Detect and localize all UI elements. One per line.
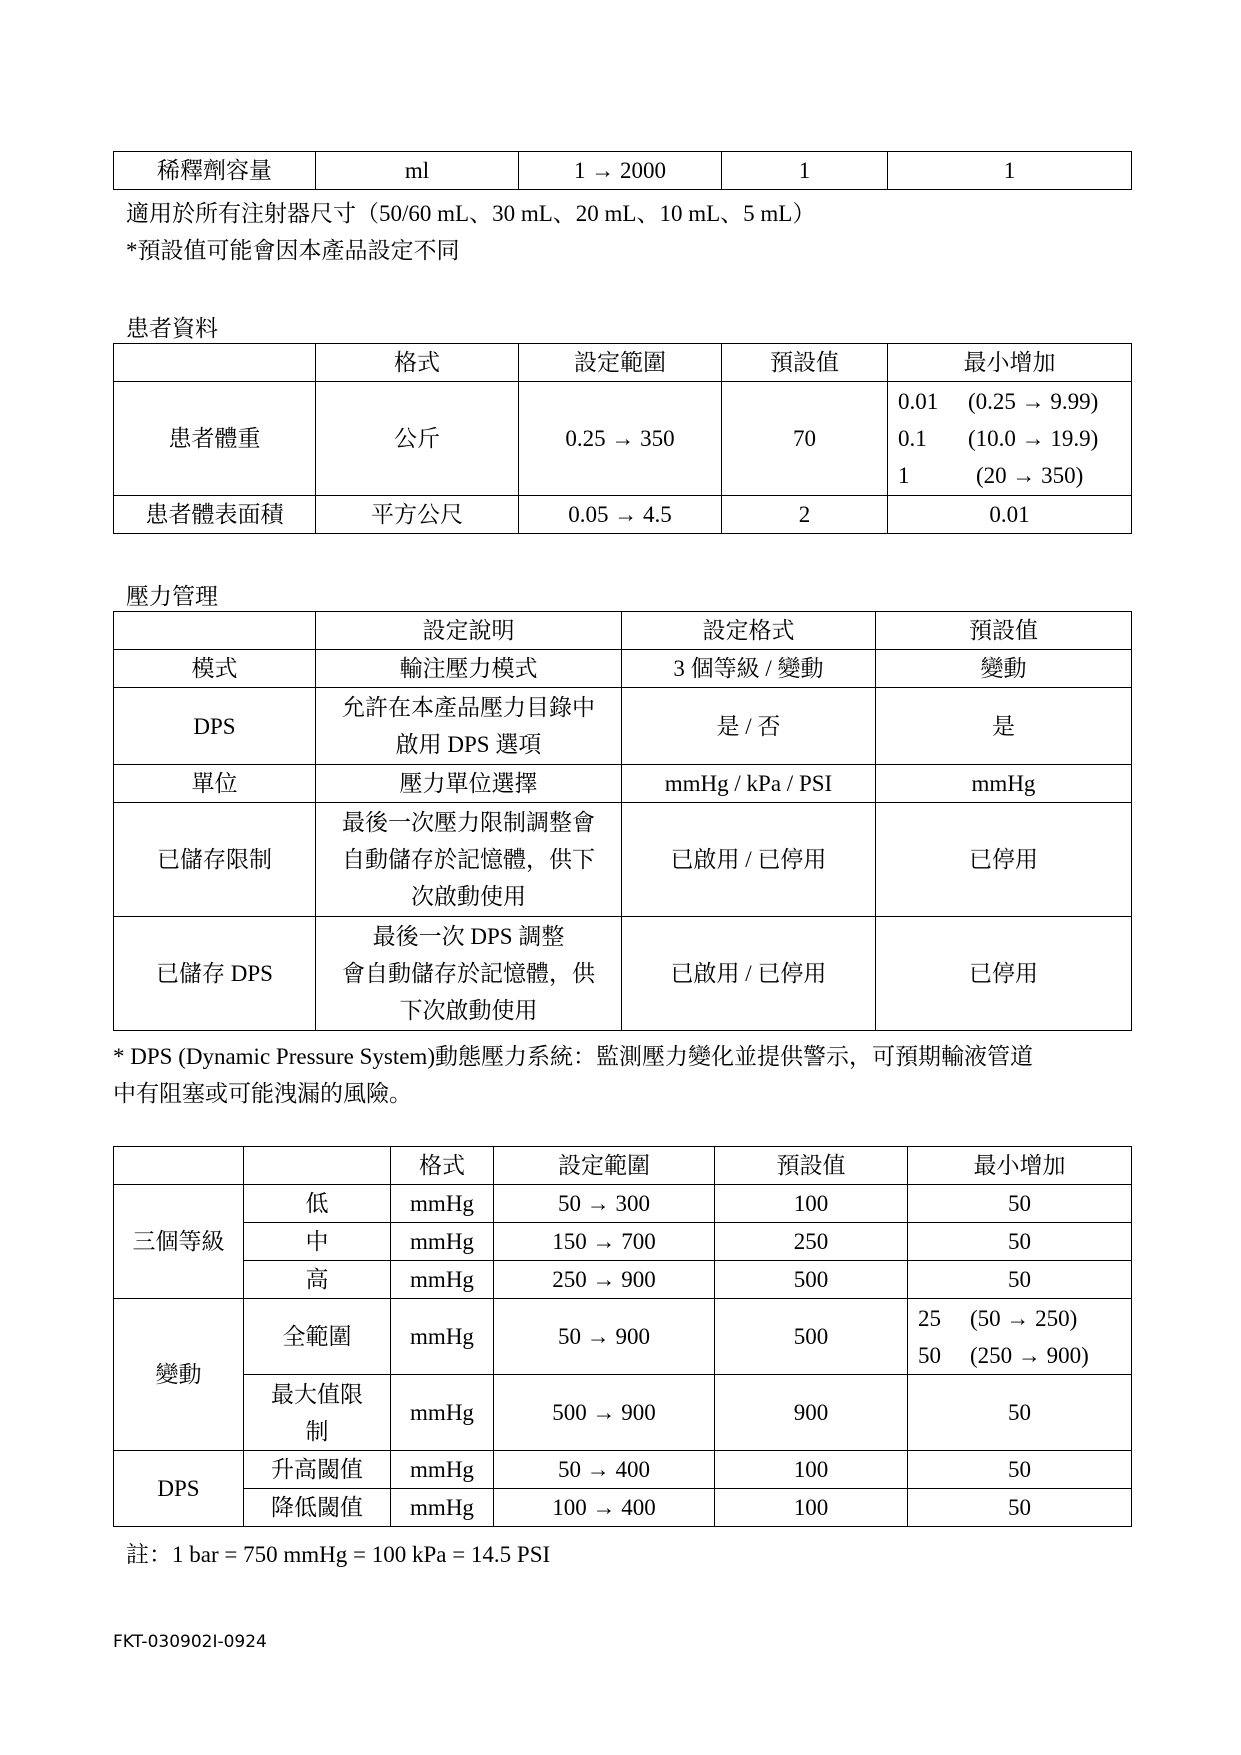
level-increment: 50 xyxy=(908,1489,1132,1527)
setting-desc: 允許在本產品壓力目錄中 啟用 DPS 選項 xyxy=(316,688,622,765)
level-unit: mmHg xyxy=(391,1375,494,1451)
header-cell: 最小增加 xyxy=(888,344,1132,382)
level-unit: mmHg xyxy=(391,1451,494,1489)
level-range: 50 → 300 xyxy=(494,1185,715,1223)
table-row xyxy=(114,1451,1132,1489)
setting-name: 已儲存 DPS xyxy=(114,917,316,1031)
bsa-default: 2 xyxy=(722,496,888,534)
setting-format: mmHg / kPa / PSI xyxy=(622,765,876,803)
level-unit: mmHg xyxy=(391,1261,494,1299)
level-name: 中 xyxy=(244,1223,391,1261)
header-cell: 格式 xyxy=(391,1147,494,1185)
weight-increments: 0.01 (0.25 → 9.99) 0.1 (10.0 → 19.9) 1 (20 → 350) xyxy=(888,382,1132,496)
level-unit: mmHg xyxy=(391,1489,494,1527)
diluent-volume-table xyxy=(113,151,1132,190)
setting-desc: 輸注壓力模式 xyxy=(316,650,622,688)
setting-format: 已啟用 / 已停用 xyxy=(622,917,876,1031)
setting-format: 已啟用 / 已停用 xyxy=(622,803,876,917)
level-increment: 50 xyxy=(908,1261,1132,1299)
header-cell: 預設值 xyxy=(876,612,1132,650)
level-increment: 50 xyxy=(908,1451,1132,1489)
weight-default: 70 xyxy=(722,382,888,496)
table-row xyxy=(114,765,1132,803)
level-name: 高 xyxy=(244,1261,391,1299)
setting-default: 是 xyxy=(876,688,1132,765)
table-row xyxy=(114,1299,1132,1375)
param-default: 1 xyxy=(722,152,888,190)
header-cell: 最小增加 xyxy=(908,1147,1132,1185)
level-range: 50 → 400 xyxy=(494,1451,715,1489)
weight-label: 患者體重 xyxy=(114,382,316,496)
level-default: 100 xyxy=(715,1451,908,1489)
table-row xyxy=(114,1223,1132,1261)
pressure-levels-table xyxy=(113,1146,1132,1527)
default-note: *預設值可能會因本產品設定不同 xyxy=(126,238,460,263)
group-dps: DPS xyxy=(114,1451,244,1527)
conversion-footnote: 註：1 bar = 750 mmHg = 100 kPa = 14.5 PSI xyxy=(126,1542,551,1567)
table-row xyxy=(114,496,1132,534)
header-cell: 設定範圍 xyxy=(494,1147,715,1185)
section-title-patient: 患者資料 xyxy=(126,316,218,341)
bsa-unit: 平方公尺 xyxy=(316,496,519,534)
table-row xyxy=(114,688,1132,765)
setting-name: 模式 xyxy=(114,650,316,688)
table-row xyxy=(114,917,1132,1031)
level-unit: mmHg xyxy=(391,1223,494,1261)
level-range: 150 → 700 xyxy=(494,1223,715,1261)
weight-unit: 公斤 xyxy=(316,382,519,496)
table-row xyxy=(114,1489,1132,1527)
level-increment: 50 xyxy=(908,1185,1132,1223)
param-name: 稀釋劑容量 xyxy=(114,152,316,190)
table-row xyxy=(114,1375,1132,1451)
header-cell xyxy=(114,1147,244,1185)
setting-default: 已停用 xyxy=(876,803,1132,917)
bsa-label: 患者體表面積 xyxy=(114,496,316,534)
level-default: 500 xyxy=(715,1261,908,1299)
bsa-range: 0.05 → 4.5 xyxy=(519,496,722,534)
level-default: 100 xyxy=(715,1489,908,1527)
table-row xyxy=(114,803,1132,917)
level-increment: 25 (50 → 250) 50 (250 → 900) xyxy=(908,1299,1132,1375)
level-default: 100 xyxy=(715,1185,908,1223)
table-row xyxy=(114,1185,1132,1223)
level-name: 全範圍 xyxy=(244,1299,391,1375)
header-cell: 預設值 xyxy=(722,344,888,382)
setting-default: mmHg xyxy=(876,765,1132,803)
header-cell: 設定範圍 xyxy=(519,344,722,382)
setting-default: 已停用 xyxy=(876,917,1132,1031)
patient-table xyxy=(113,343,1132,534)
table-row xyxy=(114,650,1132,688)
table-row xyxy=(114,382,1132,496)
setting-format: 是 / 否 xyxy=(622,688,876,765)
param-range: 1 → 2000 xyxy=(519,152,722,190)
level-unit: mmHg xyxy=(391,1299,494,1375)
group-variable: 變動 xyxy=(114,1299,244,1451)
document-code: FKT-030902I-0924 xyxy=(113,1632,267,1652)
header-cell xyxy=(244,1147,391,1185)
pressure-table xyxy=(113,611,1132,1031)
header-cell: 設定格式 xyxy=(622,612,876,650)
header-cell xyxy=(114,344,316,382)
setting-desc: 壓力單位選擇 xyxy=(316,765,622,803)
level-range: 100 → 400 xyxy=(494,1489,715,1527)
table-row xyxy=(114,1261,1132,1299)
setting-desc: 最後一次壓力限制調整會 自動儲存於記憶體，供下 次啟動使用 xyxy=(316,803,622,917)
param-unit: ml xyxy=(316,152,519,190)
table-row xyxy=(114,152,1132,190)
level-unit: mmHg xyxy=(391,1185,494,1223)
syringe-note: 適用於所有注射器尺寸（50/60 mL、30 mL、20 mL、10 mL、5 mL） xyxy=(126,201,816,226)
table-header-row xyxy=(114,1147,1132,1185)
header-cell xyxy=(114,612,316,650)
dps-note-line-2: 中有阻塞或可能洩漏的風險。 xyxy=(113,1081,412,1106)
setting-format: 3 個等級 / 變動 xyxy=(622,650,876,688)
level-default: 500 xyxy=(715,1299,908,1375)
level-default: 900 xyxy=(715,1375,908,1451)
level-increment: 50 xyxy=(908,1375,1132,1451)
bsa-increment: 0.01 xyxy=(888,496,1132,534)
setting-name: DPS xyxy=(114,688,316,765)
level-name: 升高閾值 xyxy=(244,1451,391,1489)
level-name: 最大值限 制 xyxy=(244,1375,391,1451)
setting-name: 單位 xyxy=(114,765,316,803)
setting-default: 變動 xyxy=(876,650,1132,688)
param-increment: 1 xyxy=(888,152,1132,190)
level-default: 250 xyxy=(715,1223,908,1261)
level-range: 50 → 900 xyxy=(494,1299,715,1375)
section-title-pressure: 壓力管理 xyxy=(126,584,218,609)
setting-name: 已儲存限制 xyxy=(114,803,316,917)
level-increment: 50 xyxy=(908,1223,1132,1261)
level-name: 降低閾值 xyxy=(244,1489,391,1527)
weight-range: 0.25 → 350 xyxy=(519,382,722,496)
level-name: 低 xyxy=(244,1185,391,1223)
setting-desc: 最後一次 DPS 調整 會自動儲存於記憶體，供 下次啟動使用 xyxy=(316,917,622,1031)
table-header-row xyxy=(114,344,1132,382)
level-range: 500 → 900 xyxy=(494,1375,715,1451)
header-cell: 預設值 xyxy=(715,1147,908,1185)
header-cell: 設定說明 xyxy=(316,612,622,650)
header-cell: 格式 xyxy=(316,344,519,382)
group-three-levels: 三個等級 xyxy=(114,1185,244,1299)
table-header-row xyxy=(114,612,1132,650)
dps-note-line-1: * DPS (Dynamic Pressure System)動態壓力系統：監測壓力變化並提供警示，可預期輸液管道 xyxy=(113,1044,1033,1069)
level-range: 250 → 900 xyxy=(494,1261,715,1299)
